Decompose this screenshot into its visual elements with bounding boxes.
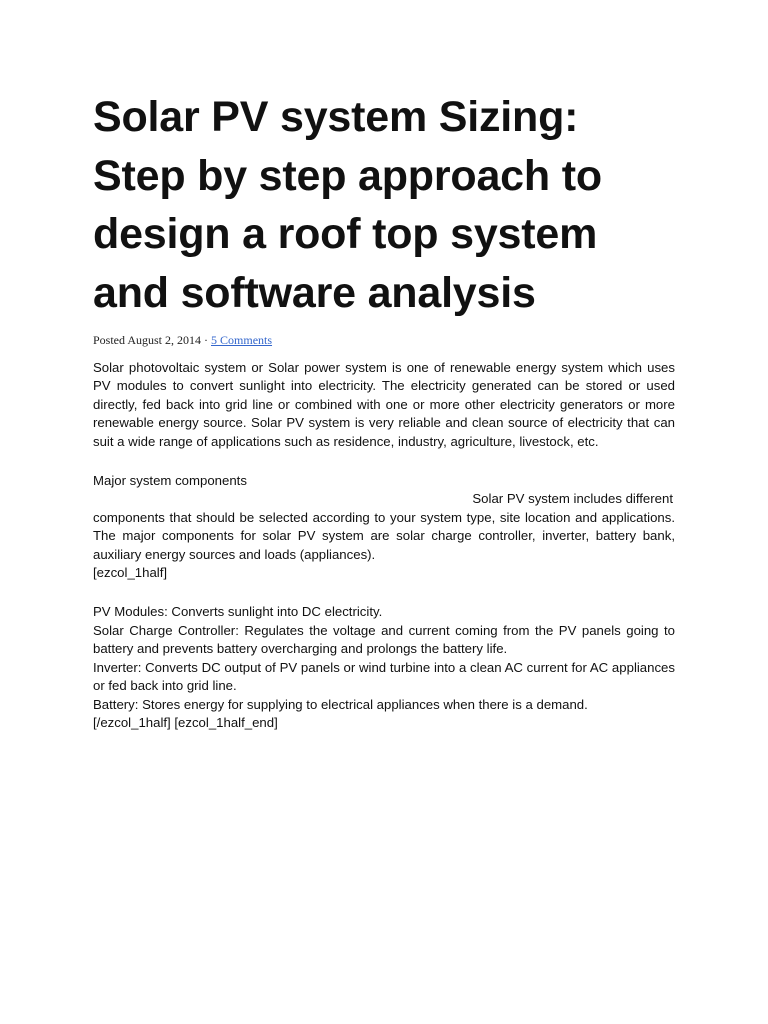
- list-item-inverter: Inverter: Converts DC output of PV panels or wind turbine into a clean AC current for AC appliances or fed back into grid line.: [93, 659, 675, 694]
- list-item-charge-controller: Solar Charge Controller: Regulates the voltage and current coming from the PV panels going to battery and prevents battery overcharging and prolongs the battery life.: [93, 622, 675, 657]
- components-heading: Major system components: [93, 473, 247, 489]
- components-text: components that should be selected according to your system type, site location and applications. The major components for solar PV system are solar charge controller, inverter, battery bank, auxiliary energy sources and loads (appliances).: [93, 509, 675, 562]
- article: [93, 88, 675, 732]
- post-meta: [93, 333, 675, 347]
- components-section: [93, 472, 675, 582]
- intro-paragraph: Solar photovoltaic system or Solar power system is one of renewable energy system which uses PV modules to convert sunlight into electricity. The electricity generated can be stored or used directly, fed back into grid line or combined with one or more other electricity generators or more renewable energy source. Solar PV system is very reliable and clean source of electricity that can suit a wide range of applications such as residence, industry, agriculture, livestock, etc.: [93, 360, 675, 449]
- components-lead: Solar PV system includes different: [472, 491, 673, 507]
- article-title: Solar PV system Sizing: Step by step approach to design a roof top system and software analysis: [93, 93, 602, 317]
- posted-date: Posted August 2, 2014 ·: [93, 333, 212, 347]
- shortcode-close: [/ezcol_1half] [ezcol_1half_end]: [93, 714, 278, 730]
- section-spacer: [93, 582, 675, 603]
- shortcode-open: [ezcol_1half]: [93, 565, 168, 581]
- comments-link[interactable]: 5 Comments: [211, 333, 273, 347]
- list-item-battery: Battery: Stores energy for supplying to electrical appliances when there is a demand.: [93, 696, 588, 712]
- section-spacer: [93, 451, 675, 472]
- components-list: [93, 603, 675, 732]
- list-item-pv-modules: PV Modules: Converts sunlight into DC electricity.: [93, 604, 383, 620]
